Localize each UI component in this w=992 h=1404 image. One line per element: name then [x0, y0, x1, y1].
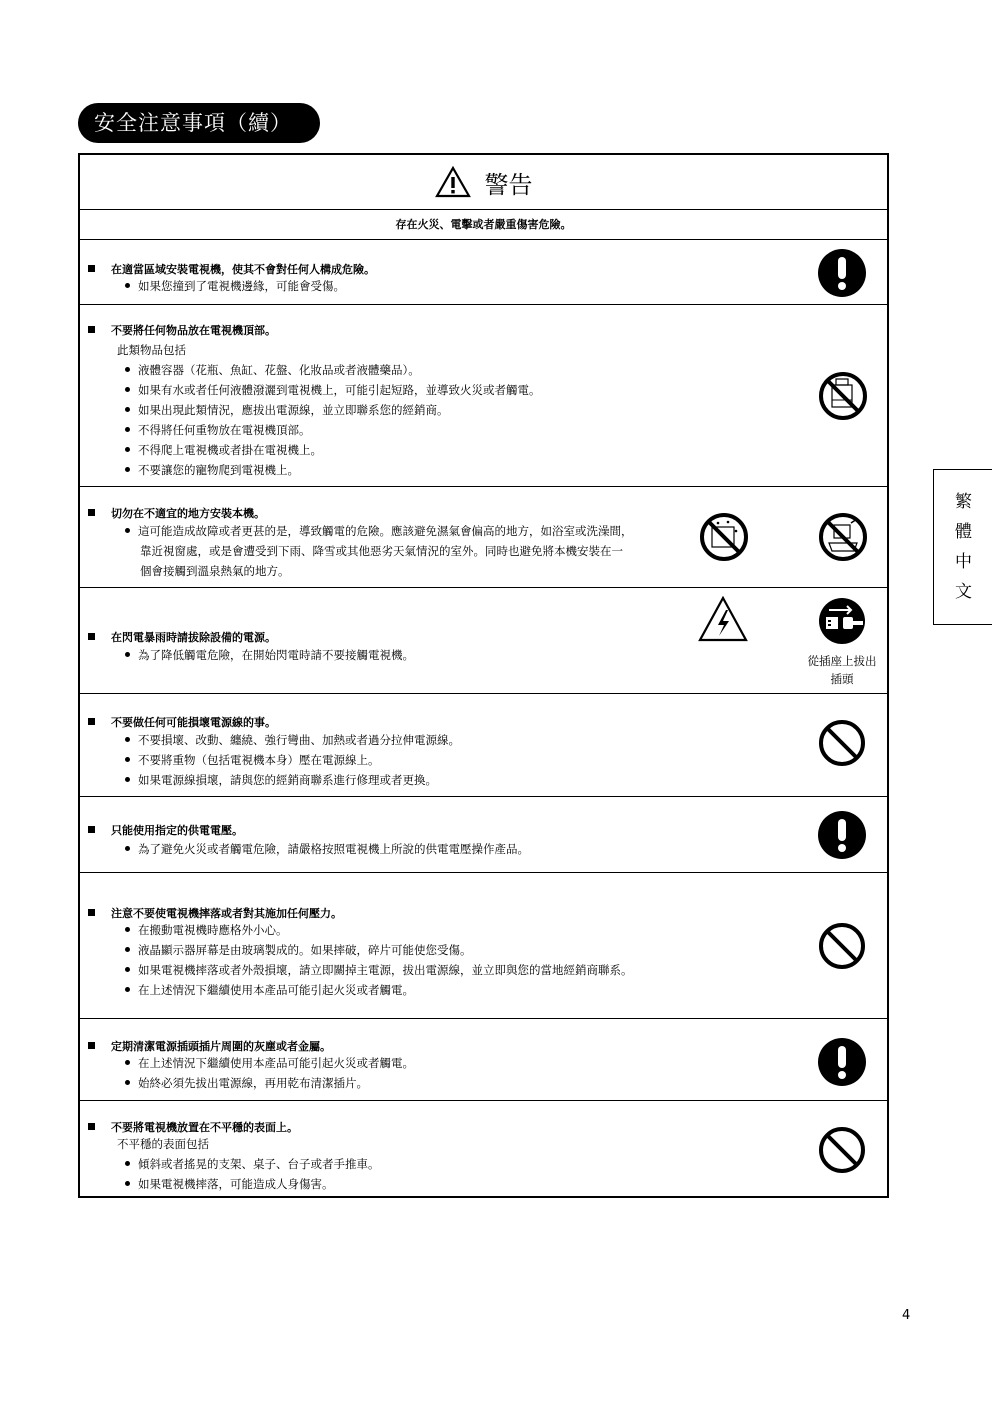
warning-row	[80, 1019, 887, 1101]
language-tab	[933, 469, 992, 625]
page-number: 4	[902, 1308, 911, 1323]
square-bullet-icon	[88, 826, 95, 833]
warning-table	[78, 153, 889, 1198]
square-bullet-icon	[88, 718, 95, 725]
section-title: 安全注意事項（續）	[78, 103, 320, 143]
no-humidity-icon	[698, 511, 750, 563]
list-item: 如果電源線損壞，請與您的經銷商聯系進行修理或者更換。	[125, 770, 437, 790]
list-item: 不得爬上電視機或者掛在電視機上。	[125, 440, 322, 460]
language-tab-char: 中	[955, 552, 972, 572]
mandatory-action-icon	[817, 1037, 867, 1087]
list-item: 液晶顯示器屏幕是由玻璃製成的。如果摔破，碎片可能使您受傷。	[125, 940, 472, 960]
list-item: 為了避免火災或者觸電危險，請嚴格按照電視機上所說的供電電壓操作產品。	[125, 839, 529, 859]
list-item: 始終必須先拔出電源線，再用乾布清潔插片。	[125, 1073, 368, 1093]
square-bullet-icon	[88, 909, 95, 916]
language-tab-char: 繁	[955, 492, 972, 512]
list-item: 在搬動電視機時應格外小心。	[125, 920, 288, 940]
warning-row	[80, 694, 887, 797]
warning-row	[80, 588, 887, 694]
row-title: 在閃電暴雨時請拔除設備的電源。	[88, 629, 276, 645]
square-bullet-icon	[88, 326, 95, 333]
prohibition-icon	[817, 718, 867, 768]
warning-row	[80, 797, 887, 873]
language-tab-char: 體	[955, 522, 972, 542]
warning-subheading: 存在火災、電擊或者嚴重傷害危險。	[80, 210, 887, 240]
list-item: 如果有水或者任何液體潑灑到電視機上，可能引起短路，並導致火災或者觸電。	[125, 380, 541, 400]
list-item: 在上述情況下繼續使用本產品可能引起火災或者觸電。	[125, 980, 414, 1000]
warning-row	[80, 1101, 887, 1196]
square-bullet-icon	[88, 1123, 95, 1130]
unplug-icon	[817, 596, 867, 646]
warning-row	[80, 873, 887, 1019]
list-item: 不要將重物（包括電視機本身）壓在電源線上。	[125, 750, 380, 770]
list-item: 為了降低觸電危險，在開始閃電時請不要接觸電視機。	[125, 645, 414, 665]
unplug-caption: 從插座上拔出 插頭	[807, 654, 877, 686]
mandatory-action-icon	[817, 810, 867, 860]
square-bullet-icon	[88, 509, 95, 516]
row-title: 不要做任何可能損壞電源線的事。	[88, 714, 276, 730]
warning-row	[80, 305, 887, 487]
no-bathroom-icon	[817, 511, 869, 563]
warning-row	[80, 487, 887, 588]
row-title: 在適當區域安裝電視機，使其不會對任何人構成危險。	[88, 261, 375, 277]
prohibition-icon	[817, 1125, 867, 1175]
row-title: 只能使用指定的供電電壓。	[88, 822, 243, 838]
warning-heading-text: 警告	[484, 170, 533, 199]
list-item: 如果電視機摔落，可能造成人身傷害。	[125, 1174, 334, 1194]
list-item: 在上述情況下繼續使用本產品可能引起火災或者觸電。	[125, 1053, 414, 1073]
list-item: 不要讓您的寵物爬到電視機上。	[125, 460, 299, 480]
mandatory-action-icon	[817, 248, 867, 298]
row-title: 不要將電視機放置在不平穩的表面上。	[88, 1119, 298, 1135]
list-item: 液體容器（花瓶、魚缸、花盤、化妝品或者液體藥品）。	[125, 360, 420, 380]
warning-row	[80, 240, 887, 305]
list-item: 不得將任何重物放在電視機頂部。	[125, 420, 311, 440]
language-tab-char: 文	[955, 582, 972, 602]
square-bullet-icon	[88, 265, 95, 272]
list-item: 不要損壞、改動、纏繞、強行彎曲、加熱或者過分拉伸電源線。	[125, 730, 460, 750]
warning-triangle-icon	[435, 166, 471, 198]
warning-heading	[80, 155, 887, 210]
list-item: 如果電視機摔落或者外殼損壞，請立即關掉主電源，拔出電源線，並立即與您的當地經銷商聯系。	[125, 960, 633, 980]
square-bullet-icon	[88, 633, 95, 640]
row-intro: 此類物品包括	[117, 343, 186, 357]
no-objects-on-tv-icon	[817, 370, 869, 422]
row-title: 不要將任何物品放在電視機頂部。	[88, 322, 276, 338]
row-paragraph: 這可能造成故障或者更甚的是，導致觸電的危險。應該避免濕氣會偏高的地方，如浴室或洗澡間， 靠近視窗處，或是會遭受到下雨、降雪或其他惡劣天氣情況的室外。同時也避免將本機安裝在一 個會接觸到溫泉熱氣的地方。	[125, 521, 699, 581]
row-intro: 不平穩的表面包括	[117, 1137, 209, 1151]
list-item: 傾斜或者搖晃的支架、桌子、台子或者手推車。	[125, 1154, 380, 1174]
prohibition-icon	[817, 921, 867, 971]
list-item: 如果出現此類情況，應拔出電源線，並立即聯系您的經銷商。	[125, 400, 449, 420]
row-title: 注意不要使電視機摔落或者對其施加任何壓力。	[88, 905, 342, 921]
row-title: 切勿在不適宜的地方安裝本機。	[88, 505, 265, 521]
row-title: 定期清潔電源插頭插片周圍的灰塵或者金屬。	[88, 1038, 331, 1054]
electric-shock-warning-icon	[698, 596, 748, 642]
square-bullet-icon	[88, 1042, 95, 1049]
list-item: 如果您撞到了電視機邊緣，可能會受傷。	[125, 276, 345, 296]
